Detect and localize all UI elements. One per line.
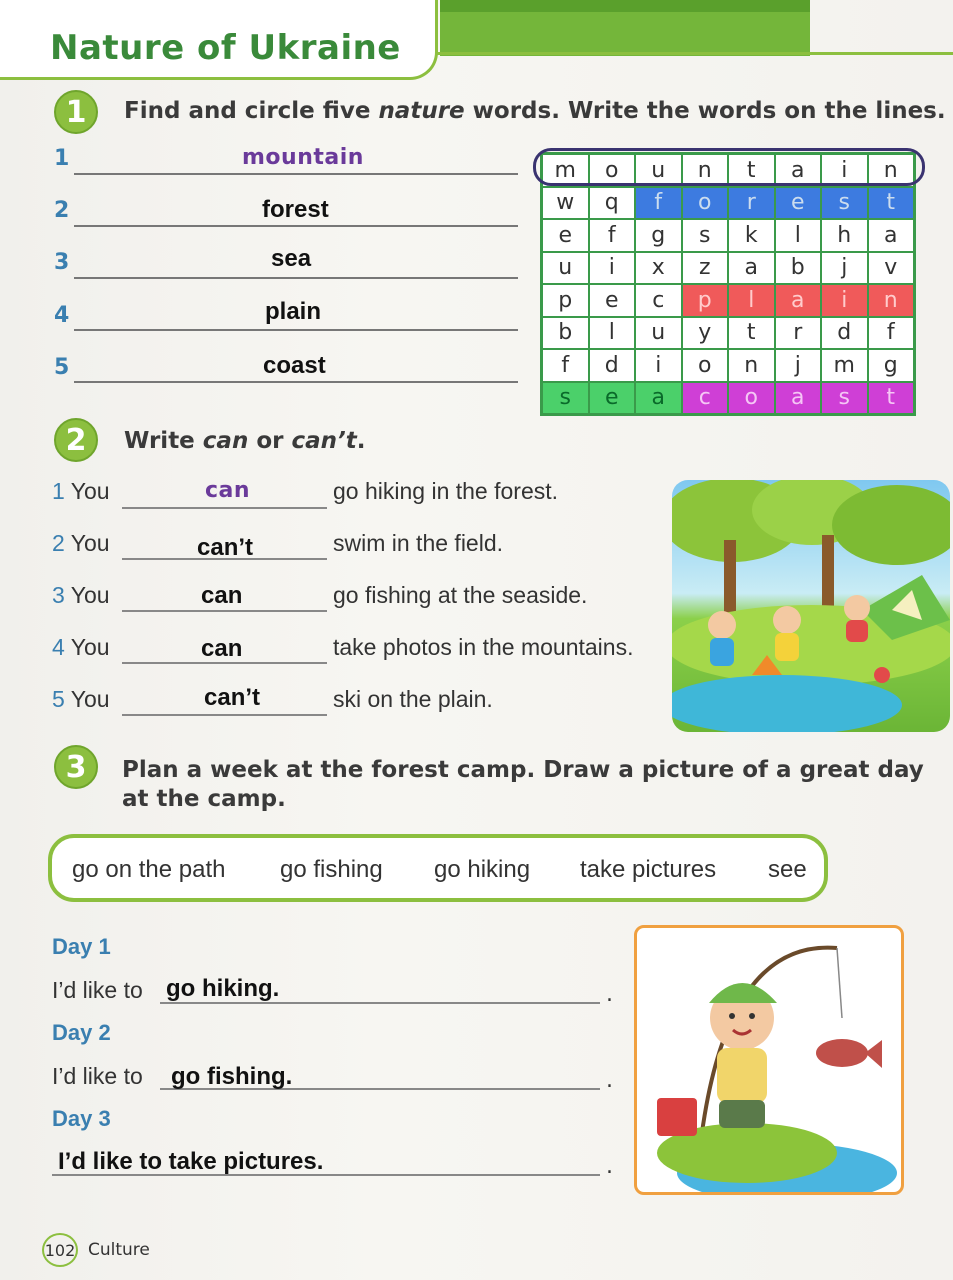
grid-cell[interactable]: i	[635, 349, 682, 382]
grid-cell[interactable]: s	[542, 382, 589, 415]
sentence-row: 5 You	[52, 686, 110, 712]
answer-text[interactable]: go fishing.	[171, 1063, 293, 1090]
grid-cell[interactable]: q	[589, 187, 636, 220]
exercise-1-number: 1	[54, 90, 98, 134]
grid-cell[interactable]: h	[821, 219, 868, 252]
grid-cell[interactable]: s	[682, 219, 729, 252]
sentence-row: 1 You	[52, 478, 110, 504]
grid-cell[interactable]: g	[635, 219, 682, 252]
word-bank-item: go on the path	[72, 856, 226, 883]
grid-cell[interactable]: j	[821, 252, 868, 285]
camping-illustration	[672, 480, 950, 732]
grid-cell[interactable]: f	[635, 187, 682, 220]
grid-cell[interactable]: u	[635, 154, 682, 187]
period-mark: .	[606, 982, 613, 1007]
period-mark: .	[606, 1068, 613, 1093]
grid-cell[interactable]: e	[775, 187, 822, 220]
answer-line	[74, 173, 518, 175]
grid-cell[interactable]: a	[728, 252, 775, 285]
answer-text[interactable]: can’t	[197, 534, 254, 561]
grid-cell[interactable]: d	[589, 349, 636, 382]
grid-cell[interactable]: y	[682, 317, 729, 350]
grid-cell[interactable]: c	[635, 284, 682, 317]
grid-cell[interactable]: a	[635, 382, 682, 415]
answer-text[interactable]: mountain	[242, 145, 364, 170]
fishing-scene-art	[637, 928, 901, 1192]
grid-cell[interactable]: b	[775, 252, 822, 285]
day-heading: Day 1	[52, 934, 111, 959]
sentence-rest: take photos in the mountains.	[333, 634, 634, 660]
grid-cell[interactable]: l	[775, 219, 822, 252]
grid-cell[interactable]: n	[868, 284, 915, 317]
grid-cell[interactable]: p	[682, 284, 729, 317]
grid-cell[interactable]: a	[775, 154, 822, 187]
grid-cell[interactable]: r	[775, 317, 822, 350]
grid-cell[interactable]: x	[635, 252, 682, 285]
exercise-3-instruction-line2: at the camp.	[122, 786, 286, 812]
answer-line	[122, 507, 327, 509]
answer-line	[74, 381, 518, 383]
grid-cell[interactable]: a	[775, 284, 822, 317]
grid-cell[interactable]: t	[868, 382, 915, 415]
answer-line	[74, 329, 518, 331]
camping-scene-art	[672, 480, 950, 732]
grid-cell[interactable]: e	[542, 219, 589, 252]
grid-cell[interactable]: m	[542, 154, 589, 187]
grid-cell[interactable]: n	[682, 154, 729, 187]
sentence-rest: go fishing at the seaside.	[333, 582, 588, 608]
grid-cell[interactable]: u	[635, 317, 682, 350]
sentence-rest: go hiking in the forest.	[333, 478, 559, 504]
grid-cell[interactable]: c	[682, 382, 729, 415]
grid-cell[interactable]: l	[589, 317, 636, 350]
item-number: 4	[54, 303, 70, 328]
grid-cell[interactable]: k	[728, 219, 775, 252]
word-search-grid[interactable]	[540, 152, 916, 416]
grid-cell[interactable]: n	[728, 349, 775, 382]
grid-cell[interactable]: b	[542, 317, 589, 350]
word-bank-box	[48, 834, 828, 902]
answer-text[interactable]: sea	[271, 245, 312, 272]
header-green-bar-top	[440, 0, 810, 12]
grid-cell[interactable]: n	[868, 154, 915, 187]
grid-cell[interactable]: d	[821, 317, 868, 350]
grid-cell[interactable]: v	[868, 252, 915, 285]
answer-text[interactable]: can	[201, 635, 243, 662]
exercise-2-instruction: Write can or can’t.	[124, 428, 366, 454]
grid-cell[interactable]: p	[542, 284, 589, 317]
day-prefix: I’d like to	[52, 977, 143, 1003]
item-number: 3	[54, 250, 70, 275]
answer-text[interactable]: coast	[263, 352, 326, 379]
answer-line	[74, 277, 518, 279]
grid-cell[interactable]: z	[682, 252, 729, 285]
grid-cell[interactable]: i	[821, 284, 868, 317]
grid-cell[interactable]: o	[682, 349, 729, 382]
sentence-rest: swim in the field.	[333, 530, 504, 556]
sentence-row: 2 You	[52, 530, 110, 556]
answer-text[interactable]: plain	[265, 298, 322, 325]
grid-cell[interactable]: u	[542, 252, 589, 285]
mountain-circle-mark	[533, 148, 925, 186]
item-number: 1	[54, 146, 70, 171]
answer-text[interactable]: can	[205, 478, 251, 503]
grid-cell[interactable]: l	[728, 284, 775, 317]
grid-cell[interactable]: f	[868, 317, 915, 350]
answer-text[interactable]: forest	[262, 196, 329, 223]
fishing-boy-illustration	[634, 925, 904, 1195]
day-prefix: I’d like to	[52, 1063, 143, 1089]
word-bank-item: take pictures	[580, 856, 717, 883]
grid-cell[interactable]: a	[868, 219, 915, 252]
item-number: 5	[54, 355, 70, 380]
word-bank-item: go fishing	[280, 856, 383, 883]
sentence-rest: ski on the plain.	[333, 686, 493, 712]
page-title: Nature of Ukraine	[50, 28, 401, 68]
day-heading: Day 3	[52, 1106, 111, 1131]
grid-cell[interactable]: s	[821, 187, 868, 220]
answer-text[interactable]: go hiking.	[166, 975, 280, 1002]
grid-cell[interactable]: j	[775, 349, 822, 382]
grid-cell[interactable]: t	[728, 317, 775, 350]
answer-line	[122, 610, 327, 612]
answer-line	[122, 714, 327, 716]
grid-cell[interactable]: o	[728, 382, 775, 415]
answer-line	[74, 225, 518, 227]
section-name: Culture	[88, 1240, 150, 1260]
grid-cell[interactable]: i	[589, 252, 636, 285]
grid-cell[interactable]: w	[542, 187, 589, 220]
grid-cell[interactable]: r	[728, 187, 775, 220]
sentence-row: 3 You	[52, 582, 110, 608]
grid-cell[interactable]: e	[589, 382, 636, 415]
day-heading: Day 2	[52, 1020, 111, 1045]
grid-cell[interactable]: o	[682, 187, 729, 220]
period-mark: .	[606, 1154, 613, 1179]
sentence-row: 4 You	[52, 634, 110, 660]
exercise-1-instruction: Find and circle five nature words. Write the words on the lines.	[124, 98, 946, 124]
grid-cell[interactable]: s	[821, 382, 868, 415]
exercise-2-number: 2	[54, 418, 98, 462]
exercise-3-instruction-line1: Plan a week at the forest camp. Draw a picture of a great day	[122, 757, 924, 783]
word-bank-item: go hiking	[434, 856, 531, 883]
page-number: 102	[42, 1233, 78, 1267]
grid-cell[interactable]: g	[868, 349, 915, 382]
grid-cell[interactable]: t	[728, 154, 775, 187]
grid-cell[interactable]: f	[542, 349, 589, 382]
header-rule	[430, 52, 953, 55]
exercise-3-number: 3	[54, 745, 98, 789]
answer-text[interactable]: can	[201, 582, 243, 609]
item-number: 2	[54, 198, 70, 223]
grid-cell[interactable]: i	[821, 154, 868, 187]
grid-cell[interactable]: a	[775, 382, 822, 415]
word-bank-item: see	[768, 856, 807, 883]
grid-cell[interactable]: t	[868, 187, 915, 220]
answer-text[interactable]: can’t	[204, 684, 261, 711]
grid-cell[interactable]: e	[589, 284, 636, 317]
answer-text[interactable]: I’d like to take pictures.	[58, 1148, 324, 1175]
grid-cell[interactable]: o	[589, 154, 636, 187]
grid-cell[interactable]: f	[589, 219, 636, 252]
grid-cell[interactable]: m	[821, 349, 868, 382]
